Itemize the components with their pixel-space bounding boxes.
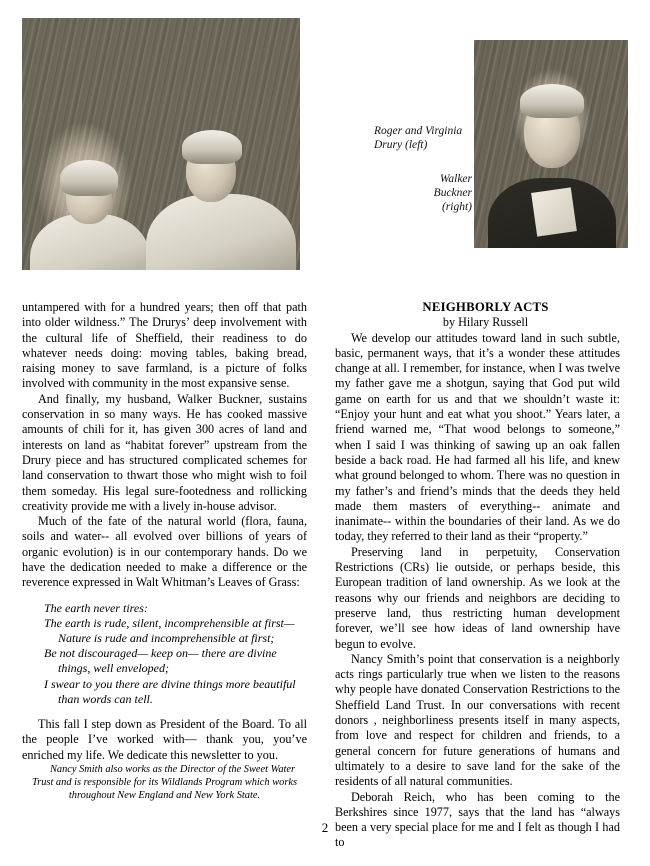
left-text-column bbox=[22, 300, 307, 802]
figure-woman-hair bbox=[60, 160, 118, 196]
article-byline: by Hilary Russell bbox=[442, 315, 529, 330]
right-text-column bbox=[335, 300, 620, 851]
poem-line: I swear to you there are divine things more beautiful bbox=[44, 676, 296, 691]
photo-band bbox=[22, 18, 628, 270]
photo-drury-couple bbox=[22, 18, 300, 270]
poem-line: The earth never tires: bbox=[44, 600, 148, 615]
figure-buckner-paper bbox=[531, 187, 577, 236]
paragraph-conservation-restrictions: Preserving land in perpetuity, Conservation Restrictions (CRs) lie outside, or perhaps beside, this European tradition of land ownership. As we look at the reasons why our friends and neighbors are deciding to preserve land, thus restricting human development forever, we’ll see how ideas of land ownership have begun to evolve. bbox=[335, 544, 620, 651]
poem-line: Nature is rude and incomprehensible at first; bbox=[58, 631, 275, 646]
photo-walker-buckner bbox=[474, 40, 628, 248]
caption-drury: Roger and Virginia Drury (left) bbox=[374, 125, 463, 151]
paragraph-walker-buckner: And finally, my husband, Walker Buckner, sustains conservation in so many ways. He has cooked massive amounts of chili for it, has given 300 acres of land and interests on land as “habitat forever” upstream from the Drury piece and has structured complicated schemes for land conservation to thwart those who might wish to foil them someday. His legal sure-footedness and rollicking creativity provide me with a lively in-house advisor. bbox=[22, 391, 307, 513]
author-credit: Nancy Smith also works as the Director of the Sweet Water Trust and is responsible for its Wildlands Program which works throughout New England and New York State. bbox=[31, 763, 298, 801]
poem-line: Be not discouraged— keep on— there are divine bbox=[44, 646, 277, 661]
article-headline: NEIGHBORLY ACTS bbox=[422, 300, 549, 314]
paragraph-neighborly: Nancy Smith’s point that conservation is a neighborly acts rings particularly true when we listen to the reasons why people have donated Conservation Restrictions to the Sheffield Land Trust. In our conversations with recent donors , neighborliness presents itself in many aspects, from love and respect for children and friends, to a general concern for future generations of humans and ultimately to a desire to save land for the sake of the residents of all natural communities. bbox=[335, 651, 620, 789]
paragraph-continuation: untampered with for a hundred years; then off that path into older wildness.” The Drurys’ deep involvement with the cultural life of Sheffield, their readiness to do whatever needs doing: moving tables, baking bread, raising money to save farmland, is a picture of folks involved with community in the most expansive sense. bbox=[22, 300, 307, 391]
poem-line: than words can tell. bbox=[58, 691, 153, 706]
figure-buckner-hair bbox=[520, 84, 584, 118]
whitman-poem bbox=[22, 601, 307, 707]
page-number: 2 bbox=[321, 820, 329, 835]
poem-line: The earth is rude, silent, incomprehensible at first— bbox=[44, 615, 295, 630]
paragraph-deborah-reich: Deborah Reich, who has been coming to the Berkshires since 1977, says that the land has “always been a very special place for me and I felt as though I had to bbox=[335, 789, 620, 850]
paragraph-attitudes: We develop our attitudes toward land in such subtle, basic, permanent ways, that it’s a wonder these attitudes change at all. I remember, for instance, when I was twelve my father gave me a shotgun, saying that God put wild game on earth for us and that we shouldn’t waste it: “Enjoy your hunt and eat what you shoot.” Years later, a friend warned me, “That wood belongs to someone,” when I said I was thinking of sawing up an oak fallen beside a back road. He had farmed all his life, and knew what ground belonged to whom. There was no question in my father’s and friend’s minds that the deeds they held made them masters of everything-- animate and inanimate-- within the boundaries of their land. As we do today, they referred to their land as their “property.” bbox=[335, 330, 620, 544]
paragraph-closing: This fall I step down as President of the Board. To all the people I’ve worked with— thank you, you’ve enriched my life. We dedicate this newsletter to you. bbox=[22, 717, 307, 762]
poem-line: things, well enveloped; bbox=[58, 661, 169, 676]
caption-buckner: Walker Buckner (right) bbox=[433, 173, 472, 213]
paragraph-natural-world: Much of the fate of the natural world (flora, fauna, soils and water-- all evolved over billions of years of organic evolution) is in our contemporary hands. Do we have the dedication needed to make a difference or the reverence expressed in Walt Whitman’s Leaves of Grass: bbox=[22, 514, 307, 590]
figure-man-hair bbox=[182, 130, 242, 164]
figure-man-body bbox=[146, 194, 296, 270]
